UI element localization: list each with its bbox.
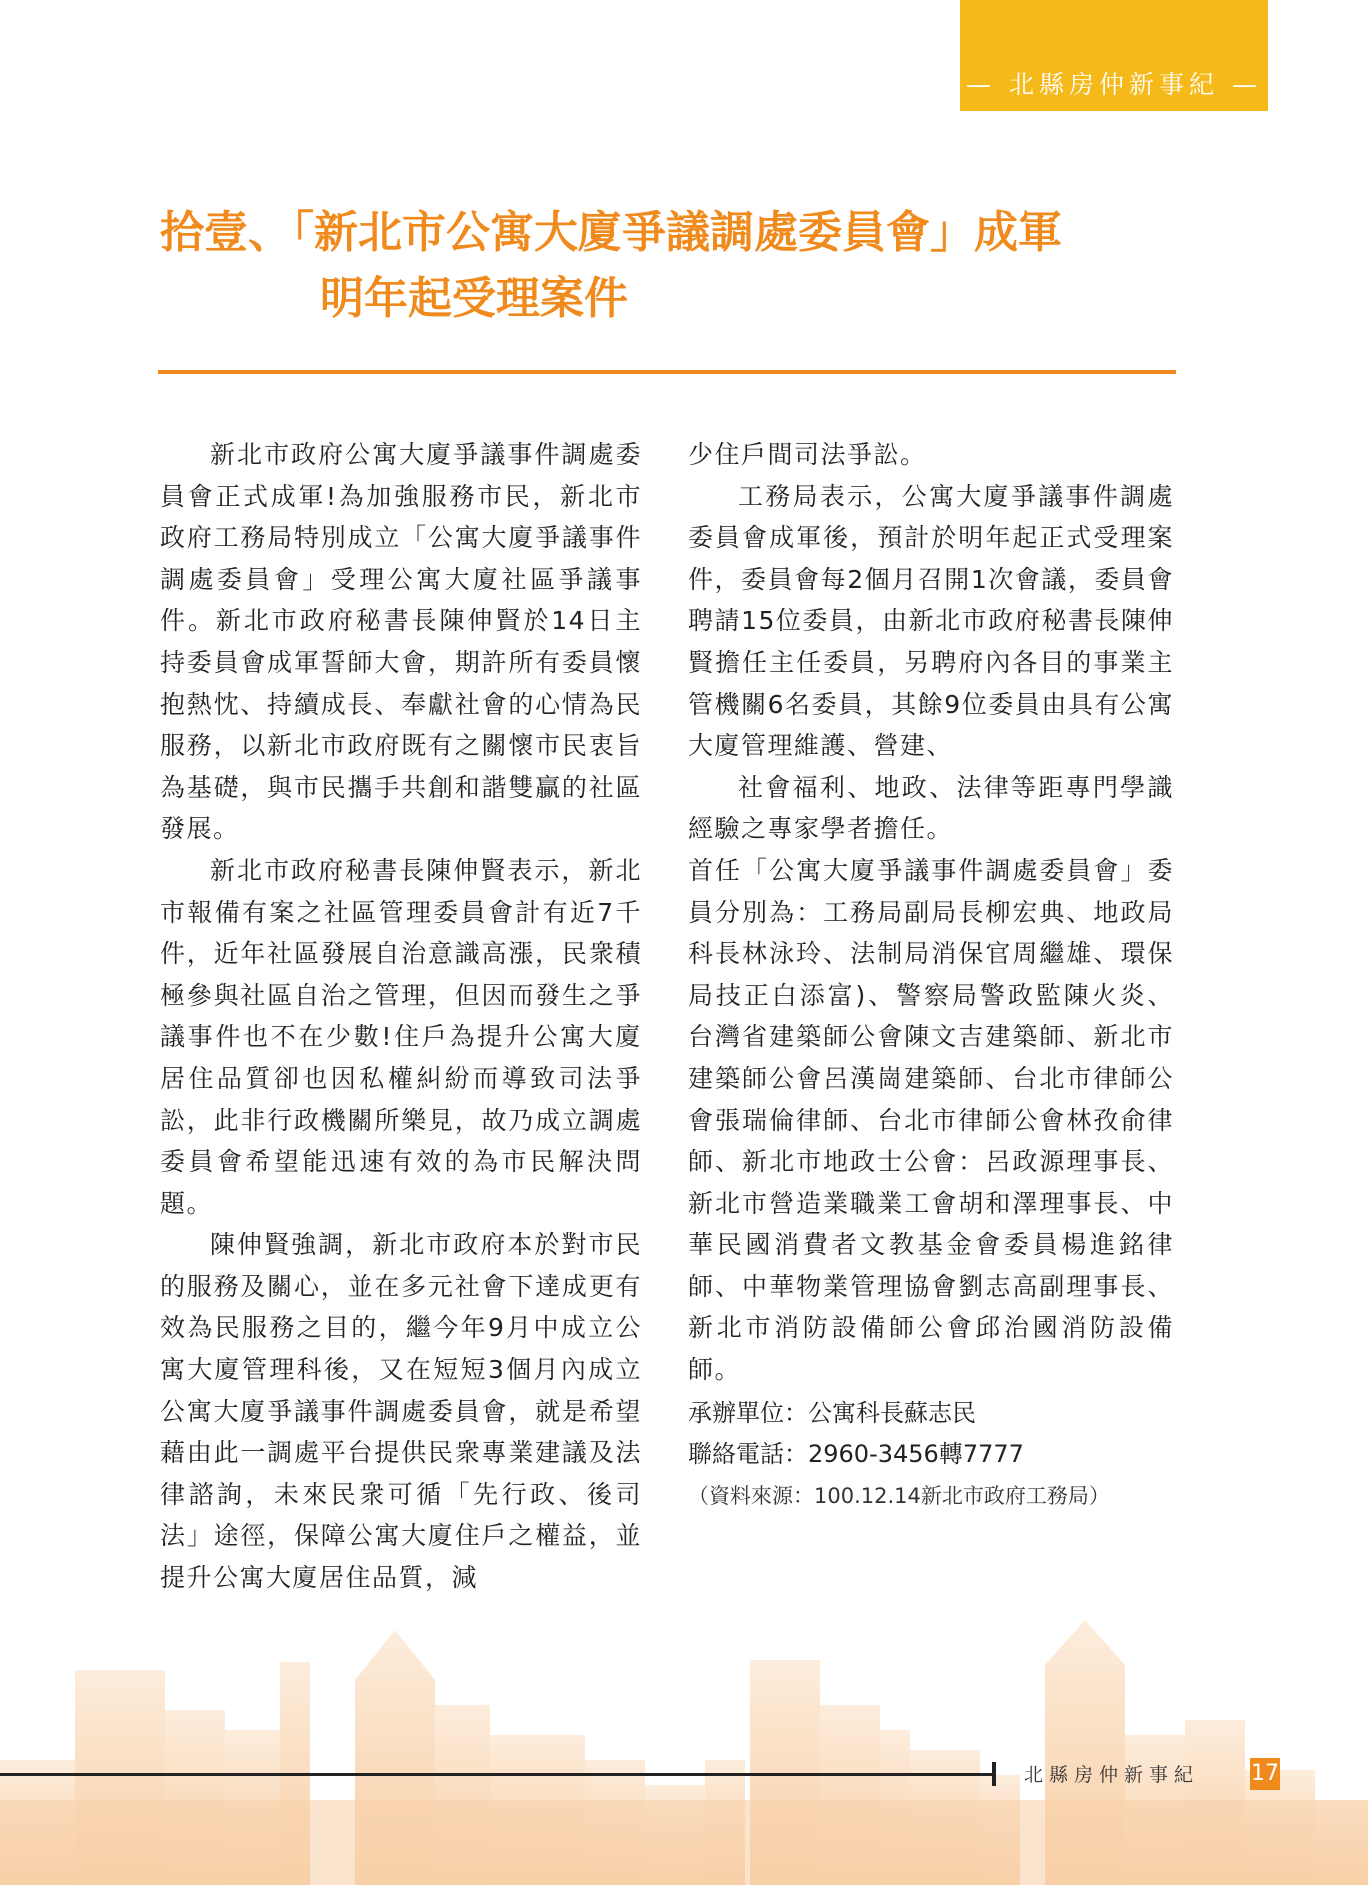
skyline-illustration — [0, 1610, 1368, 1885]
paragraph: 工務局表示，公寓大廈爭議事件調處委員會成軍後，預計於明年起正式受理案件，委員會每2個月召開1次會議，委員會聘請15位委員，由新北市政府秘書長陳伸賢擔任主任委員，另聘府內各目的事業主管機關6名委員，其餘9位委員由具有公寓大廈管理維護、營建、 — [688, 481, 1174, 761]
organizer-line: 承辦單位：公寓科長蘇志民 — [688, 1398, 976, 1427]
paragraph: 新北市政府秘書長陳伸賢表示，新北市報備有案之社區管理委員會計有近7千件，近年社區發展自治意識高漲，民衆積極參與社區自治之管理，但因而發生之爭議事件也不在少數!住戶為提升公寓大廈居住品質卻也因私權糾紛而導致司法爭訟，此非行政機關所樂見，故乃成立調處委員會希望能迅速有效的為市民解決問題。 — [160, 855, 642, 1218]
paragraph: 少住戶間司法爭訟。 — [688, 440, 927, 469]
article-title — [160, 200, 1180, 332]
section-label: — 北縣房仲新事紀 — — [966, 70, 1262, 99]
section-tab — [960, 0, 1268, 111]
paragraph: 社會福利、地政、法律等距專門學識經驗之專家學者擔任。 — [688, 772, 1174, 844]
footer-rule — [0, 1773, 994, 1776]
paragraph: 陳伸賢強調，新北市政府本於對市民的服務及關心，並在多元社會下達成更有效為民服務之目的，繼今年9月中成立公寓大廈管理科後，又在短短3個月內成立公寓大廈爭議事件調處委員會，就是希望藉由此一調處平台提供民衆專業建議及法律諮詢，未來民衆可循「先行政、後司法」途徑，保障公寓大廈住戶之權益，並提升公寓大廈居住品質，減 — [160, 1230, 642, 1593]
source-line: （資料來源：100.12.14新北市政府工務局） — [688, 1483, 1110, 1508]
left-column — [160, 434, 642, 1599]
footer-rule-end — [992, 1762, 996, 1786]
title-divider — [158, 370, 1176, 374]
footer-label: 北縣房仲新事紀 — [1024, 1764, 1200, 1786]
title-line-1: 拾壹、「新北市公寓大廈爭議調處委員會」成軍 — [160, 207, 1062, 258]
paragraph: 新北市政府公寓大廈爭議事件調處委員會正式成軍!為加強服務市民，新北市政府工務局特別成立「公寓大廈爭議事件調處委員會」受理公寓大廈社區爭議事件。新北市政府秘書長陳伸賢於14日主持委員會成軍誓師大會，期許所有委員懷抱熱忱、持續成長、奉獻社會的心情為民服務，以新北市政府既有之關懷市民衷旨為基礎，與市民攜手共創和諧雙贏的社區發展。 — [160, 440, 642, 844]
page-number: 17 — [1250, 1758, 1280, 1790]
phone-line: 聯絡電話：2960-3456轉7777 — [688, 1440, 1024, 1469]
title-line-2: 明年起受理案件 — [320, 273, 628, 324]
right-column — [688, 434, 1174, 1517]
paragraph-committee-members: 首任「公寓大廈爭議事件調處委員會」委員分別為：工務局副局長柳宏典、地政局科長林泳玲、法制局消保官周繼雄、環保局技正白添富)、警察局警政監陳火炎、台灣省建築師公會陳文吉建築師、新北市建築師公會呂漢崗建築師、台北市律師公會張瑞倫律師、台北市律師公會林孜俞律師、新北市地政士公會：呂政源理事長、新北市營造業職業工會胡和澤理事長、中華民國消費者文教基金會委員楊進銘律師、中華物業管理協會劉志高副理事長、新北市消防設備師公會邱治國消防設備師。 — [688, 855, 1174, 1385]
